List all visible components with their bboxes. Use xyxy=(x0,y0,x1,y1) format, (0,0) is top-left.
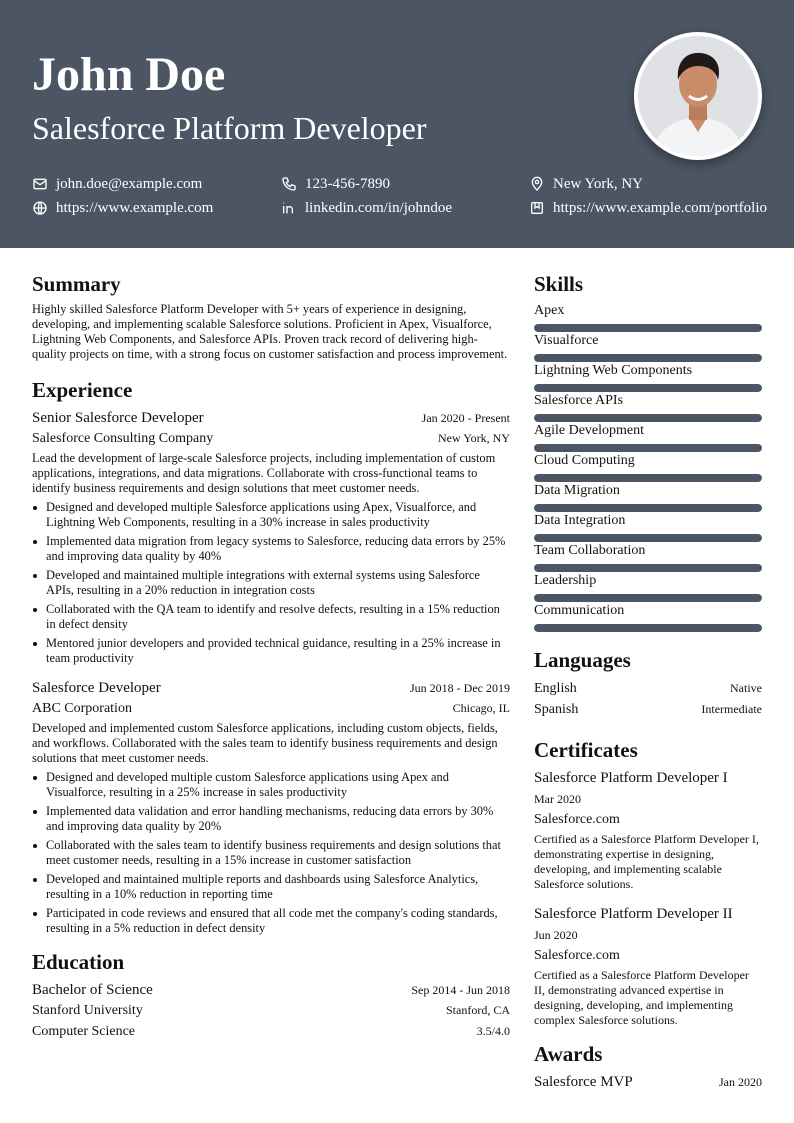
contact-linkedin[interactable] xyxy=(281,199,452,217)
resume-header xyxy=(0,0,794,248)
certificate-description: Certified as a Salesforce Platform Developer II, demonstrating advanced expertise in designing, developing, and implementing complex Salesforce solutions. xyxy=(534,968,749,1027)
skill-item xyxy=(534,422,762,452)
award-title: Salesforce MVP xyxy=(534,1074,633,1090)
job-title: Salesforce Platform Developer xyxy=(32,110,427,146)
certificate-date: Jun 2020 xyxy=(534,928,578,942)
skills-section xyxy=(534,270,762,632)
job-bullet: Designed and developed multiple custom Salesforce applications using Apex and Visualforce, resulting in a 25% increase in sales productivity xyxy=(32,770,510,800)
education-section xyxy=(32,948,510,1042)
skill-label: Cloud Computing xyxy=(534,453,635,468)
certificates-heading: Certificates xyxy=(534,738,638,762)
job-description: Developed and implemented custom Salesforce applications, including custom objects, fields, and workflows. Collaborated with the sales team to identify business requirements and design solutions that meet customer needs. xyxy=(32,721,498,765)
globe-icon xyxy=(32,200,48,216)
skill-bar-fill xyxy=(534,414,762,422)
portfolio-icon xyxy=(529,200,545,216)
language-level: Native xyxy=(730,681,762,695)
skill-bar xyxy=(534,444,762,452)
job-company: ABC Corporation xyxy=(32,701,132,716)
skill-bar xyxy=(534,624,762,632)
certificate-entry xyxy=(534,768,762,892)
job-dates: Jun 2018 - Dec 2019 xyxy=(410,681,510,695)
skill-label: Communication xyxy=(534,603,625,618)
education-location: Stanford, CA xyxy=(446,1003,510,1017)
profile-photo xyxy=(634,32,762,160)
contact-linkedin-text: linkedin.com/in/johndoe xyxy=(305,200,453,216)
certificate-title: Salesforce Platform Developer I xyxy=(534,770,728,786)
contact-phone[interactable] xyxy=(281,175,390,193)
certificates-section xyxy=(534,736,762,1028)
skill-bar-fill xyxy=(534,594,762,602)
certificate-issuer: Salesforce.com xyxy=(534,812,620,827)
skill-label: Data Integration xyxy=(534,513,626,528)
contact-email-text: john.doe@example.com xyxy=(56,176,203,192)
awards-section xyxy=(534,1040,762,1092)
skill-bar xyxy=(534,324,762,332)
job-location: New York, NY xyxy=(437,431,510,445)
job-bullet: Designed and developed multiple Salesforce applications using Apex, Visualforce, and Lightning Web Components, resulting in a 30% increase in sales productivity xyxy=(32,500,510,530)
skill-item xyxy=(534,362,762,392)
job-description: Lead the development of large-scale Salesforce projects, including implementation of custom applications, integrations, and data migrations. Collaborate with cross-functional teams to identify business requirements and design solutions that meet customer needs. xyxy=(32,451,496,495)
skill-bar-fill xyxy=(534,384,762,392)
skill-bar xyxy=(534,534,762,542)
skill-label: Data Migration xyxy=(534,483,620,498)
education-field: Computer Science xyxy=(32,1024,136,1039)
certificate-entry xyxy=(534,904,762,1028)
skills-heading: Skills xyxy=(534,272,584,296)
education-gpa: 3.5/4.0 xyxy=(476,1024,510,1038)
linkedin-icon xyxy=(281,200,297,216)
job-bullet: Implemented data validation and error handling mechanisms, reducing data errors by 30% and improving data quality by 20% xyxy=(32,804,510,834)
skills-list xyxy=(534,302,762,632)
job-bullet: Implemented data migration from legacy systems to Salesforce, reducing data errors by 25% and improving data quality by 40% xyxy=(32,534,510,564)
skill-item xyxy=(534,572,762,602)
skill-bar xyxy=(534,354,762,362)
summary-section xyxy=(32,270,510,362)
contact-portfolio-text: https://www.example.com/portfolio xyxy=(553,200,767,216)
job-title: Senior Salesforce Developer xyxy=(32,410,204,426)
skill-bar xyxy=(534,504,762,512)
certificate-title: Salesforce Platform Developer II xyxy=(534,906,733,922)
certificate-date: Mar 2020 xyxy=(534,792,581,806)
job-bullets xyxy=(32,500,510,666)
job-bullet: Mentored junior developers and provided technical guidance, resulting in a 25% increase in team productivity xyxy=(32,636,510,666)
languages-heading: Languages xyxy=(534,648,631,672)
skill-item xyxy=(534,602,762,632)
skill-label: Visualforce xyxy=(534,333,599,348)
skill-label: Apex xyxy=(534,303,565,318)
education-degree: Bachelor of Science xyxy=(32,982,153,998)
skill-label: Leadership xyxy=(534,573,597,588)
profile-avatar-icon xyxy=(638,36,758,156)
job-bullet: Participated in code reviews and ensured that all code met the company's coding standards, resulting in a 5% reduction in defect density xyxy=(32,906,510,936)
job-bullet: Developed and maintained multiple reports and dashboards using Salesforce Analytics, resulting in a 10% reduction in reporting time xyxy=(32,872,510,902)
left-column xyxy=(32,270,510,1042)
skill-bar-fill xyxy=(534,504,762,512)
job-bullets xyxy=(32,770,510,936)
job-bullet: Collaborated with the QA team to identify and resolve defects, resulting in a 15% reduction in defect density xyxy=(32,602,510,632)
skill-item xyxy=(534,302,762,332)
summary-heading: Summary xyxy=(32,272,121,296)
skill-bar xyxy=(534,384,762,392)
skill-bar-fill xyxy=(534,564,762,572)
skill-item xyxy=(534,452,762,482)
education-heading: Education xyxy=(32,950,125,974)
contact-portfolio[interactable] xyxy=(529,199,767,217)
skill-item xyxy=(534,512,762,542)
contact-location xyxy=(529,175,643,193)
skill-label: Agile Development xyxy=(534,423,645,438)
language-name: Spanish xyxy=(534,702,579,717)
job-dates: Jan 2020 - Present xyxy=(421,411,510,425)
skill-label: Team Collaboration xyxy=(534,543,646,558)
skill-label: Salesforce APIs xyxy=(534,393,624,408)
job-company: Salesforce Consulting Company xyxy=(32,431,214,446)
skill-bar-fill xyxy=(534,354,762,362)
skill-bar xyxy=(534,564,762,572)
certificate-description: Certified as a Salesforce Platform Developer I, demonstrating expertise in designing, developing, and implementing scalable Salesforce solutions. xyxy=(534,832,759,891)
award-date: Jan 2020 xyxy=(719,1075,762,1089)
contact-website[interactable] xyxy=(32,199,213,217)
job-entry xyxy=(32,678,510,936)
skill-bar xyxy=(534,414,762,422)
skill-bar-fill xyxy=(534,324,762,332)
awards-heading: Awards xyxy=(534,1042,603,1066)
phone-icon xyxy=(281,176,297,192)
mail-icon xyxy=(32,176,48,192)
skill-item xyxy=(534,482,762,512)
job-bullet: Collaborated with the sales team to identify business requirements and design solutions that meet customer needs, resulting in a 15% increase in customer satisfaction xyxy=(32,838,510,868)
skill-label: Lightning Web Components xyxy=(534,363,693,378)
skill-bar xyxy=(534,594,762,602)
job-entry xyxy=(32,408,510,666)
skill-item xyxy=(534,332,762,362)
right-column xyxy=(534,270,762,1092)
skill-item xyxy=(534,542,762,572)
skill-bar-fill xyxy=(534,624,762,632)
skill-bar xyxy=(534,474,762,482)
skill-bar-fill xyxy=(534,474,762,482)
certificate-issuer: Salesforce.com xyxy=(534,948,620,963)
contact-website-text: https://www.example.com xyxy=(56,200,214,216)
map-pin-icon xyxy=(529,176,545,192)
experience-heading: Experience xyxy=(32,378,133,402)
education-school: Stanford University xyxy=(32,1003,143,1018)
experience-section xyxy=(32,376,510,936)
contact-phone-text: 123-456-7890 xyxy=(305,176,390,192)
job-bullet: Developed and maintained multiple integrations with external systems using Salesforce APIs, resulting in a 20% reduction in integration costs xyxy=(32,568,510,598)
contact-location-text: New York, NY xyxy=(553,176,644,192)
contact-email[interactable] xyxy=(32,175,202,193)
skill-bar-fill xyxy=(534,534,762,542)
skill-bar-fill xyxy=(534,444,762,452)
languages-section xyxy=(534,646,762,720)
skill-item xyxy=(534,392,762,422)
language-level: Intermediate xyxy=(701,702,762,716)
candidate-name: John Doe xyxy=(32,48,226,101)
summary-text: Highly skilled Salesforce Platform Developer with 5+ years of experience in designing, developing, and implementing scalable Salesforce solutions. Proficient in Apex, Visualforce, Lightning Web Components, and Salesforce APIs. Proven track record of delivering high-quality projects on time, with a strong focus on customer satisfaction and process improvement. xyxy=(32,302,508,361)
job-title: Salesforce Developer xyxy=(32,680,161,696)
job-location: Chicago, IL xyxy=(452,701,510,715)
education-dates: Sep 2014 - Jun 2018 xyxy=(411,983,510,997)
language-name: English xyxy=(534,681,577,696)
